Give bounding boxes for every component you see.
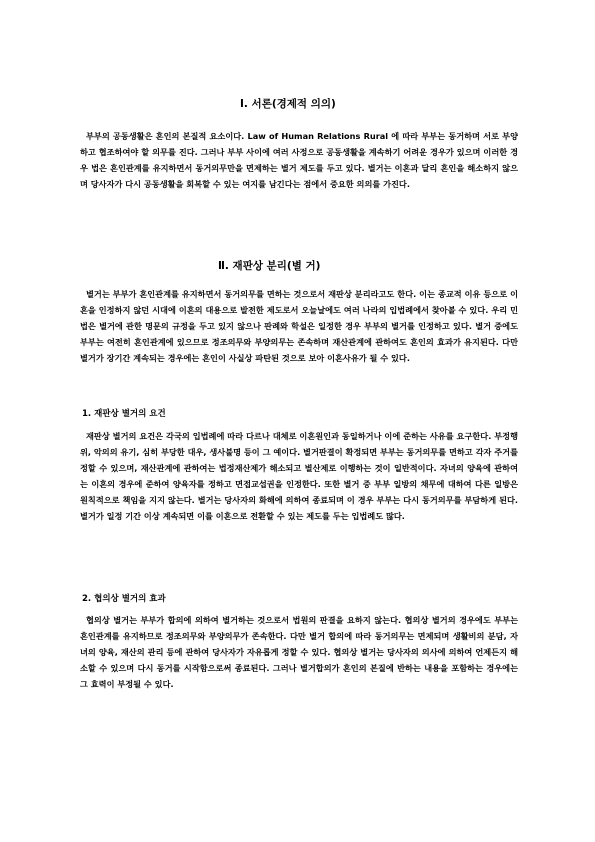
subheading-effects: 2. 협의상 별거의 효과	[82, 594, 166, 604]
paragraph-requirements: 재판상 별거의 요건은 각국의 입법례에 따라 다르나 대체로 이혼원인과 동일하거나 이에 준하는 사유를 요구한다. 부정행위, 악의의 유기, 심히 부당한 대우, 생사불명 등이 그 예이다. 별거판결이 확정되면 부부는 동거의무를 면하고 각자 주거를 정할 수 있으며, 재산관계에 관하여는 법정재산제가 해소되고 별산제로 이행하는 것이 일반적이다. 자녀의 양육에 관하여는 이혼의 경우에 준하여 양육자를 정하고 면접교섭권을 인정한다. 또한 별거 중 부부 일방의 채무에 대하여 다른 일방은 원칙적으로 책임을 지지 않는다. 별거는 당사자의 화해에 의하여 종료되며 이 경우 부부는 다시 동거의무를 부담하게 된다. 별거가 일정 기간 이상 계속되면 이를 이혼으로 전환할 수 있는 제도를 두는 입법례도 많다.	[80, 431, 518, 521]
paragraph-separation: 별거는 부부가 혼인관계를 유지하면서 동거의무를 면하는 것으로서 재판상 분리라고도 한다. 이는 종교적 이유 등으로 이혼을 인정하지 않던 시대에 이혼의 대용으로 발전한 제도로서 오늘날에도 여러 나라의 입법례에서 찾아볼 수 있다. 우리 민법은 별거에 관한 명문의 규정을 두고 있지 않으나 판례와 학설은 일정한 경우 부부의 별거를 인정하고 있다. 별거 중에도 부부는 여전히 혼인관계에 있으므로 정조의무와 부양의무는 존속하며 재산관계에 관하여도 혼인의 효과가 유지된다. 다만 별거가 장기간 계속되는 경우에는 혼인이 사실상 파탄된 것으로 보아 이혼사유가 될 수 있다.	[80, 289, 518, 363]
section-heading-introduction: Ⅰ. 서론(경제적 의의)	[240, 98, 336, 110]
paragraph-effects: 협의상 별거는 부부가 합의에 의하여 별거하는 것으로서 법원의 판결을 요하지 않는다. 협의상 별거의 경우에도 부부는 혼인관계를 유지하므로 정조의무와 부양의무가 존속한다. 다만 별거 합의에 따라 동거의무는 면제되며 생활비의 분담, 자녀의 양육, 재산의 관리 등에 관하여 당사자가 자유롭게 정할 수 있다. 협의상 별거는 당사자의 의사에 의하여 언제든지 해소할 수 있으며 다시 동거를 시작함으로써 종료된다. 그러나 별거합의가 혼인의 본질에 반하는 내용을 포함하는 경우에는 그 효력이 부정될 수 있다.	[80, 615, 518, 689]
subheading-requirements: 1. 재판상 별거의 요건	[82, 409, 166, 419]
section-heading-separation: Ⅱ. 재판상 분리(별 거)	[218, 260, 321, 272]
paragraph-introduction: 부부의 공동생활은 혼인의 본질적 요소이다. Law of Human Relations Rural 에 따라 부부는 동거하며 서로 부양하고 협조하여야 할 의무를 진다. 그러나 부부 사이에 여러 사정으로 공동생활을 계속하기 어려운 경우가 있으며 이러한 경우 법은 혼인관계를 유지하면서 동거의무만을 면제하는 별거 제도를 두고 있다. 별거는 이혼과 달리 혼인을 해소하지 않으며 당사자가 다시 공동생활을 회복할 수 있는 여지를 남긴다는 점에서 중요한 의의를 가진다.	[80, 131, 518, 189]
